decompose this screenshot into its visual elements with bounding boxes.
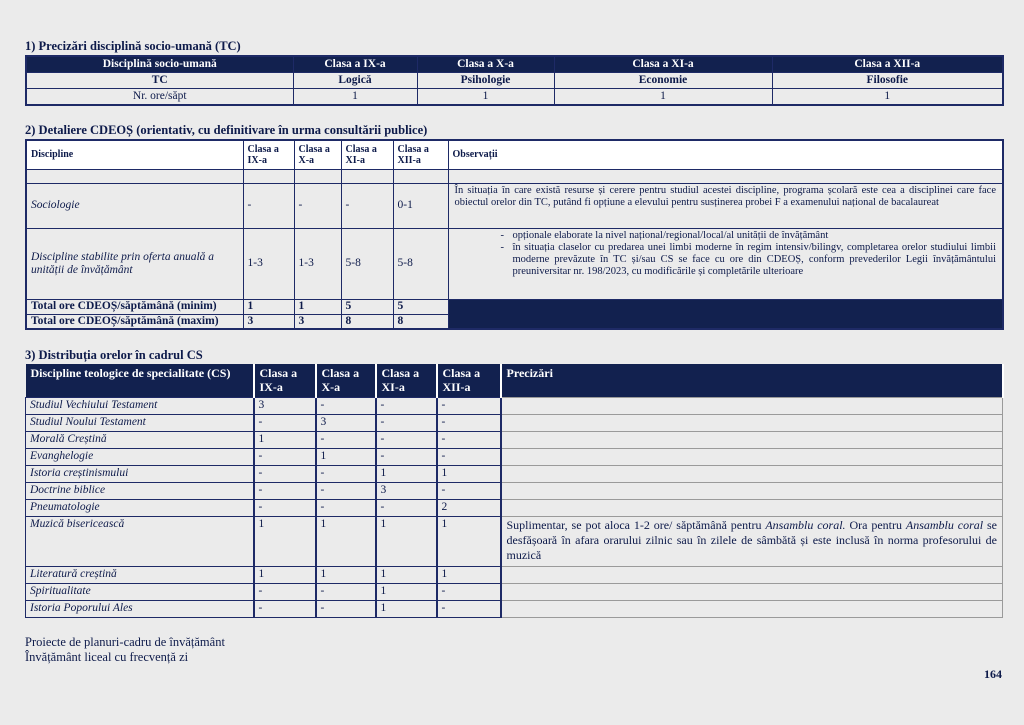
discipline-name: Evanghelogie: [26, 448, 254, 465]
hours-cell: -: [254, 414, 316, 431]
observation-list-cell: [448, 228, 1003, 299]
hours-cell: -: [316, 397, 376, 414]
table-cell: 1: [554, 89, 772, 106]
section3-title: 3) Distribuția orelor în cadrul CS: [25, 348, 203, 362]
column-header: Clasa a XI-a: [554, 56, 772, 73]
hours-cell: 1: [254, 431, 316, 448]
table-cell: 8: [341, 314, 393, 329]
hours-cell: -: [437, 600, 501, 617]
hours-cell: 3: [316, 414, 376, 431]
hours-cell: -: [316, 482, 376, 499]
table-cell: 5-8: [341, 228, 393, 299]
hours-cell: -: [437, 414, 501, 431]
table-row: [26, 465, 1003, 482]
footer-line-1: Proiecte de planuri-cadru de învățământ: [25, 635, 225, 649]
column-header: Precizări: [501, 364, 1003, 397]
column-header: Clasa a X-a: [316, 364, 376, 397]
hours-cell: 1: [254, 566, 316, 583]
precizari-cell: [501, 516, 1003, 566]
table-header-row: [26, 364, 1003, 397]
table-row: [26, 414, 1003, 431]
socio-human-table: [25, 55, 1004, 106]
discipline-name: Morală Creștină: [26, 431, 254, 448]
hours-cell: -: [376, 397, 437, 414]
table-cell: Filosofie: [772, 73, 1003, 89]
hours-cell: -: [316, 465, 376, 482]
discipline-name: Istoria Poporului Ales: [26, 600, 254, 617]
table-cell: Nr. ore/săpt: [26, 89, 293, 106]
precizari-cell: [501, 448, 1003, 465]
observation-list: [455, 230, 997, 278]
precizari-cell: [501, 397, 1003, 414]
table-row: [26, 448, 1003, 465]
hours-cell: 1: [376, 516, 437, 566]
table-cell: 1: [293, 89, 417, 106]
note-text: Ansamblu coral.: [765, 517, 846, 532]
hours-cell: 1: [316, 566, 376, 583]
observation-text: În situația în care există resurse și cerere pentru studiul acestei discipline, programa școlară este cea a disciplinei care face obiectul orelor din TC, putând fi opțiune a elevului pentru susținerea probei F a examenului național de bacalaureat: [448, 183, 1003, 228]
column-header: Clasa a IX-a: [254, 364, 316, 397]
hours-cell: 1: [376, 465, 437, 482]
hours-cell: 3: [376, 482, 437, 499]
column-header: Clasa a X-a: [294, 140, 341, 169]
table-row: [26, 482, 1003, 499]
precizari-cell: [501, 566, 1003, 583]
cdeos-table: [25, 139, 1004, 330]
table-header-row: [26, 56, 1003, 73]
table-cell: 1: [243, 299, 294, 314]
shaded-cell: [448, 299, 1003, 329]
column-header: Observații: [448, 140, 1003, 169]
table-cell: 0-1: [393, 183, 448, 228]
table-row: [26, 600, 1003, 617]
discipline-name: Studiul Noului Testament: [26, 414, 254, 431]
table-cell: 1-3: [294, 228, 341, 299]
table-cell: 5: [393, 299, 448, 314]
table-cell: 1: [772, 89, 1003, 106]
table-cell: 5: [341, 299, 393, 314]
table-row: [26, 566, 1003, 583]
column-header: Clasa a XII-a: [437, 364, 501, 397]
hours-cell: 1: [376, 566, 437, 583]
column-header: Disciplină socio-umană: [26, 56, 293, 73]
section1-title: 1) Precizări disciplină socio-umană (TC): [25, 39, 241, 53]
table-cell: 5-8: [393, 228, 448, 299]
hours-cell: -: [437, 482, 501, 499]
hours-cell: -: [437, 431, 501, 448]
note-text: Ora pentru: [845, 517, 906, 532]
table-cell: -: [294, 183, 341, 228]
column-header: Clasa a IX-a: [293, 56, 417, 73]
table-cell: 1-3: [243, 228, 294, 299]
table-header-row: [26, 140, 1003, 169]
total-row: [26, 299, 1003, 314]
hours-cell: -: [254, 482, 316, 499]
table-row: [26, 431, 1003, 448]
table-row: [26, 516, 1003, 566]
precizari-cell: [501, 414, 1003, 431]
hours-cell: -: [376, 499, 437, 516]
table-row: [26, 183, 1003, 228]
table-cell: TC: [26, 73, 293, 89]
note-text: Ansamblu coral: [905, 517, 984, 532]
total-label: Total ore CDEOȘ/săptămână (minim): [26, 299, 243, 314]
hours-cell: 1: [437, 566, 501, 583]
hours-cell: 1: [437, 465, 501, 482]
spacer-row: [26, 169, 1003, 183]
column-header: Discipline teologice de specialitate (CS): [26, 364, 254, 397]
footer-line-2: Învățământ liceal cu frecvență zi: [25, 650, 189, 664]
hours-cell: -: [376, 414, 437, 431]
table-row: [26, 73, 1003, 89]
discipline-name: Discipline stabilite prin oferta anuală a unității de învățământ: [26, 228, 243, 299]
precizari-cell: [501, 465, 1003, 482]
hours-cell: 1: [376, 600, 437, 617]
table-cell: 3: [294, 314, 341, 329]
note-text: se desfășoară în afara orarului zilnic sau în zilele de sâmbătă și este inclusă în norma profesorului de muzică: [506, 517, 997, 562]
column-header: Clasa a X-a: [417, 56, 554, 73]
table-cell: -: [341, 183, 393, 228]
hours-cell: -: [254, 583, 316, 600]
table-cell: 3: [243, 314, 294, 329]
hours-cell: 3: [254, 397, 316, 414]
total-label: Total ore CDEOȘ/săptămână (maxim): [26, 314, 243, 329]
hours-cell: 1: [316, 516, 376, 566]
table-body: [26, 397, 1003, 617]
hours-cell: 1: [254, 516, 316, 566]
table-cell: 1: [294, 299, 341, 314]
hours-cell: -: [437, 448, 501, 465]
hours-cell: 2: [437, 499, 501, 516]
table-cell: 8: [393, 314, 448, 329]
table-row: [26, 397, 1003, 414]
table-cell: Psihologie: [417, 73, 554, 89]
column-header: Clasa a XI-a: [376, 364, 437, 397]
precizari-cell: [501, 600, 1003, 617]
hours-cell: -: [376, 448, 437, 465]
page-number: 164: [984, 667, 1002, 681]
table-cell: Logică: [293, 73, 417, 89]
discipline-name: Literatură creștină: [26, 566, 254, 583]
hours-cell: -: [254, 600, 316, 617]
discipline-name: Muzică bisericească: [26, 516, 254, 566]
cs-distribution-table: [25, 364, 1004, 618]
section2-title: 2) Detaliere CDEOȘ (orientativ, cu definitivare în urma consultării publice): [25, 123, 428, 137]
hours-cell: -: [376, 431, 437, 448]
hours-cell: -: [316, 431, 376, 448]
hours-cell: -: [316, 600, 376, 617]
precizari-cell: [501, 583, 1003, 600]
discipline-name: Spiritualitate: [26, 583, 254, 600]
observation-item: - opționale elaborate la nivel național/regional/local/al unității de învățământ: [455, 230, 997, 242]
hours-cell: -: [254, 448, 316, 465]
column-header: Discipline: [26, 140, 243, 169]
discipline-name: Doctrine biblice: [26, 482, 254, 499]
table-cell: Economie: [554, 73, 772, 89]
hours-cell: 1: [316, 448, 376, 465]
discipline-name: Studiul Vechiului Testament: [26, 397, 254, 414]
column-header: Clasa a XII-a: [393, 140, 448, 169]
hours-cell: -: [316, 583, 376, 600]
table-row: [26, 228, 1003, 299]
observation-item: - în situația claselor cu predarea unei limbi moderne în regim intensiv/bilingv, completarea orelor studiului limbii moderne prevăzute în TC și/sau CS se face cu ore din CDEOȘ, conform prevederilor Legii învățământului preuniversitar nr. 198/2023, cu modificările și completările ulterioare: [455, 242, 997, 278]
table-row: [26, 89, 1003, 106]
discipline-name: Sociologie: [26, 183, 243, 228]
precizari-cell: [501, 431, 1003, 448]
hours-cell: -: [316, 499, 376, 516]
hours-cell: -: [437, 397, 501, 414]
table-row: [26, 583, 1003, 600]
table-row: [26, 499, 1003, 516]
hours-cell: 1: [376, 583, 437, 600]
precizari-cell: [501, 499, 1003, 516]
hours-cell: 1: [437, 516, 501, 566]
note-text: Suplimentar, se pot aloca 1-2 ore/ săptămână pentru: [506, 517, 766, 532]
column-header: Clasa a IX-a: [243, 140, 294, 169]
precizari-cell: [501, 482, 1003, 499]
table-cell: 1: [417, 89, 554, 106]
table-cell: -: [243, 183, 294, 228]
column-header: Clasa a XII-a: [772, 56, 1003, 73]
discipline-name: Istoria creștinismului: [26, 465, 254, 482]
discipline-name: Pneumatologie: [26, 499, 254, 516]
hours-cell: -: [437, 583, 501, 600]
column-header: Clasa a XI-a: [341, 140, 393, 169]
hours-cell: -: [254, 465, 316, 482]
hours-cell: -: [254, 499, 316, 516]
